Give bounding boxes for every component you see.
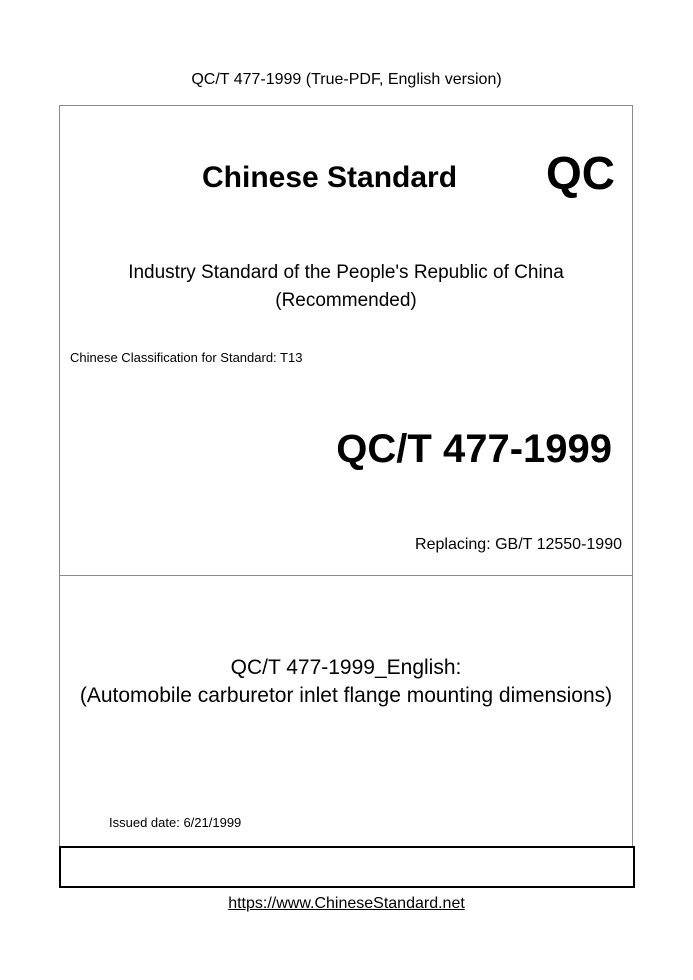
standard-mark: QC	[546, 147, 615, 199]
document-header: QC/T 477-1999 (True-PDF, English version)	[191, 71, 502, 88]
document-title	[60, 654, 632, 710]
industry-standard-line: Industry Standard of the People's Republic of China	[128, 262, 564, 283]
replacing-label: Replacing: GB/T 12550-1990	[415, 536, 622, 553]
issued-date: Issued date: 6/21/1999	[109, 815, 242, 830]
cover-frame	[59, 105, 633, 885]
footer	[0, 894, 693, 914]
bottom-box	[59, 846, 635, 888]
title-description-line: (Automobile carburetor inlet flange mounting dimensions)	[79, 684, 613, 707]
title-code-line: QC/T 477-1999_English:	[230, 656, 462, 679]
standard-heading: Chinese Standard	[202, 161, 458, 194]
recommended-label: (Recommended)	[275, 290, 417, 311]
classification-label: Chinese Classification for Standard: T13	[70, 350, 303, 365]
cover-top-panel	[60, 106, 632, 576]
website-link[interactable]: https://www.ChineseStandard.net	[228, 895, 465, 912]
standard-number: QC/T 477-1999	[336, 427, 612, 471]
industry-standard-caption	[60, 259, 632, 315]
